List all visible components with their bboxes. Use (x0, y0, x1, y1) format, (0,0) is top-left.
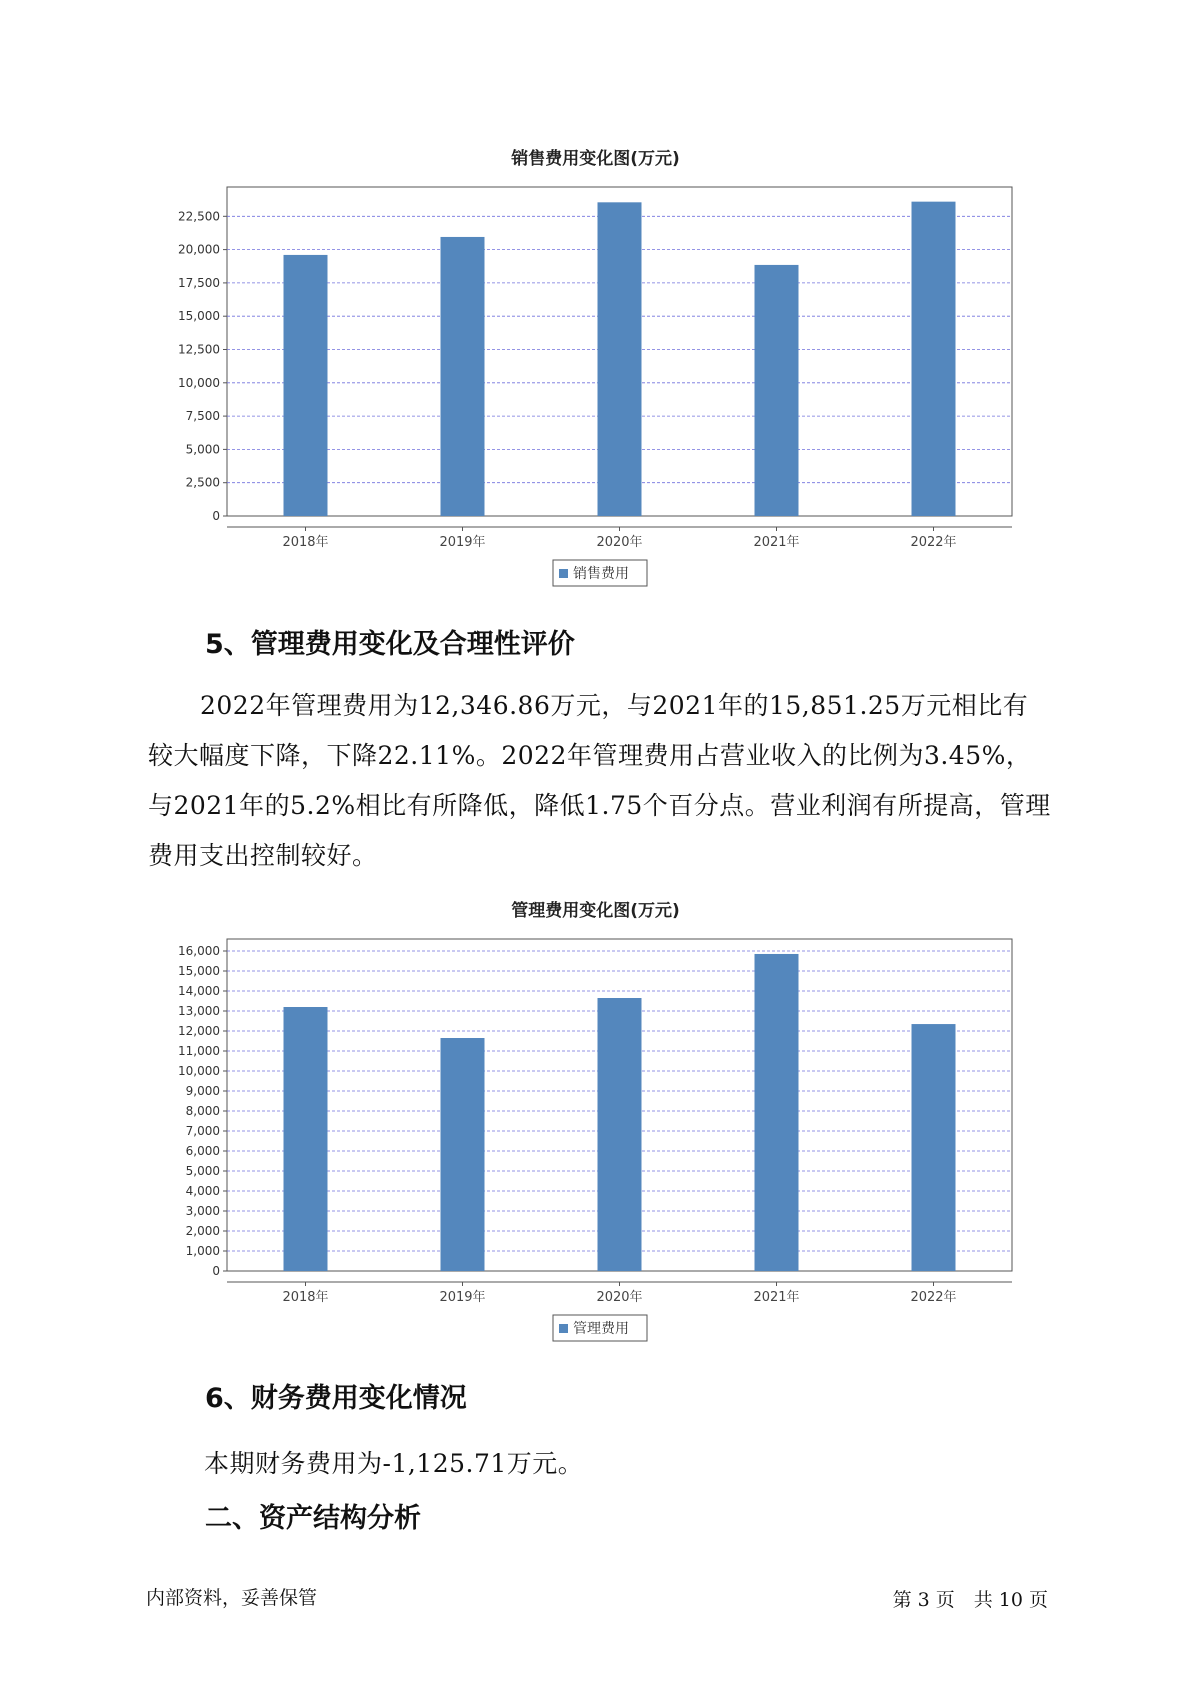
x-tick-label: 2021年 (753, 535, 800, 550)
y-tick-label: 14,000 (178, 984, 220, 998)
y-tick-label: 12,000 (178, 1024, 220, 1038)
x-tick-label: 2019年 (439, 535, 486, 550)
y-tick-label: 5,000 (185, 442, 220, 457)
y-tick-label: 22,500 (178, 209, 220, 224)
legend-label: 销售费用 (573, 566, 629, 582)
x-tick-label: 2018年 (282, 1290, 329, 1305)
admin-expense-chart (0, 922, 1191, 1352)
y-tick-label: 1,000 (185, 1244, 220, 1258)
legend-swatch (559, 569, 568, 578)
footer-page-number: 第 3 页 共 10 页 (892, 1589, 1048, 1611)
chart2-title: 管理费用变化图(万元) (511, 901, 680, 921)
y-tick-label: 3,000 (185, 1204, 220, 1218)
y-tick-label: 2,500 (185, 475, 220, 490)
y-tick-label: 8,000 (185, 1104, 220, 1118)
section-6-heading: 6、财务费用变化情况 (205, 1383, 467, 1414)
x-tick-label: 2022年 (910, 1290, 957, 1305)
section-5-paragraph: 2022年管理费用为12,346.86万元，与2021年的15,851.25万元相比有较大幅度下降，下降22.11%。2022年管理费用占营业收入的比例为3.45%，与2021年的5.2%相比有所降低，降低1.75个百分点。营业利润有所提高，管理费用支出控制较好。 (148, 691, 1051, 870)
y-tick-label: 7,000 (185, 1124, 220, 1138)
x-tick-label: 2020年 (596, 535, 643, 550)
bar (755, 954, 799, 1271)
y-tick-label: 5,000 (185, 1164, 220, 1178)
x-tick-label: 2021年 (753, 1290, 800, 1305)
y-tick-label: 15,000 (178, 964, 220, 978)
bar (284, 1007, 328, 1271)
bar (598, 202, 642, 516)
y-tick-label: 17,500 (178, 275, 220, 290)
x-tick-label: 2019年 (439, 1290, 486, 1305)
y-tick-label: 10,000 (178, 1064, 220, 1078)
y-tick-label: 2,000 (185, 1224, 220, 1238)
y-tick-label: 15,000 (178, 309, 220, 324)
y-tick-label: 4,000 (185, 1184, 220, 1198)
section-6-paragraph: 本期财务费用为-1,125.71万元。 (204, 1449, 584, 1478)
y-tick-label: 16,000 (178, 944, 220, 958)
y-tick-label: 6,000 (185, 1144, 220, 1158)
x-tick-label: 2020年 (596, 1290, 643, 1305)
bar (912, 1024, 956, 1271)
x-tick-label: 2022年 (910, 535, 957, 550)
bar (598, 998, 642, 1271)
bar (284, 255, 328, 516)
y-tick-label: 7,500 (185, 409, 220, 424)
y-tick-label: 10,000 (178, 375, 220, 390)
y-tick-label: 12,500 (178, 342, 220, 357)
section-2-heading: 二、资产结构分析 (205, 1503, 421, 1534)
y-tick-label: 0 (212, 1264, 220, 1278)
bar (441, 237, 485, 516)
x-tick-label: 2018年 (282, 535, 329, 550)
chart1-title: 销售费用变化图(万元) (511, 149, 680, 169)
y-tick-label: 13,000 (178, 1004, 220, 1018)
y-tick-label: 20,000 (178, 242, 220, 257)
bar (912, 202, 956, 516)
bar (441, 1038, 485, 1271)
sales-expense-chart (0, 170, 1191, 590)
y-tick-label: 11,000 (178, 1044, 220, 1058)
legend-swatch (559, 1324, 568, 1333)
footer-confidential-note: 内部资料，妥善保管 (146, 1587, 318, 1609)
legend-label: 管理费用 (573, 1321, 629, 1337)
y-tick-label: 0 (212, 509, 220, 523)
section-5-heading: 5、管理费用变化及合理性评价 (205, 629, 575, 660)
bar (755, 265, 799, 516)
y-tick-label: 9,000 (185, 1084, 220, 1098)
